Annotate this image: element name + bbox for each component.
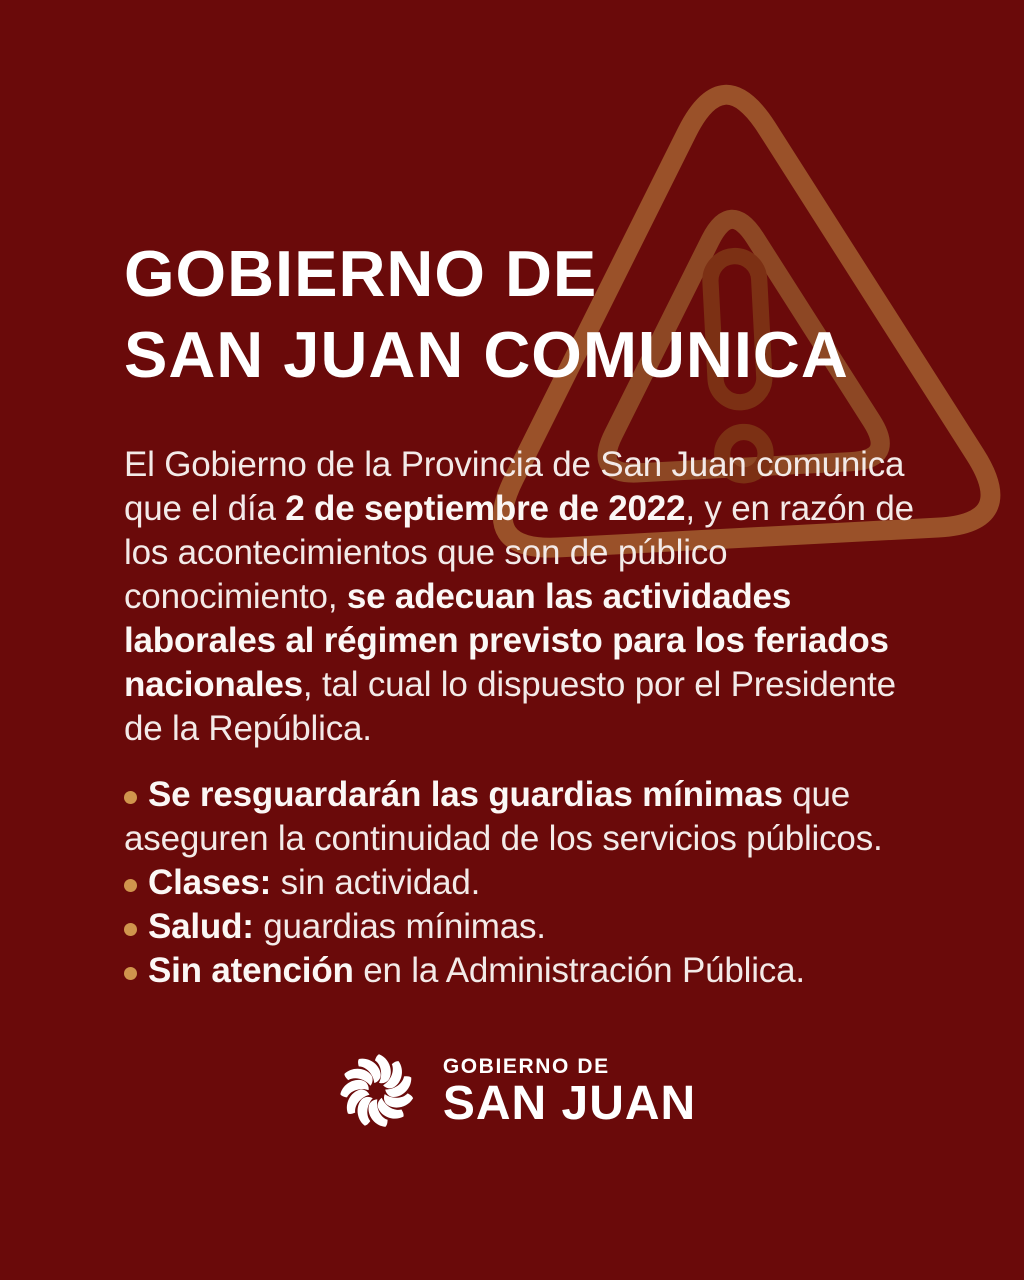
announcement-bullet-list (124, 773, 926, 993)
page-title (124, 233, 926, 395)
bullet-text: Salud: guardias mínimas. (148, 907, 546, 946)
bullet-item-clases (124, 861, 926, 905)
logo-bottom-label: SAN JUAN (442, 1076, 697, 1130)
bullet-dot-icon (124, 967, 137, 980)
bullet-text: Clases: sin actividad. (148, 863, 481, 902)
page-title-line1: GOBIERNO DE (124, 237, 598, 310)
bullet-item-atencion (124, 949, 926, 993)
pinwheel-petals (338, 1053, 416, 1131)
announcement-paragraph: El Gobierno de la Provincia de San Juan comunica que el día 2 de septiembre de 2022, y en razón de los acontecimientos que son de público conocimiento, se adecuan las actividades laborales al régimen previsto para los feriados nacionales, tal cual lo dispuesto por el Presidente de la República. (124, 445, 914, 748)
page-title-line2: SAN JUAN COMUNICA (124, 318, 849, 391)
bullet-dot-icon (124, 923, 137, 936)
bullet-dot-icon (124, 791, 137, 804)
bullet-text: Sin atención en la Administración Pública. (148, 951, 805, 990)
logo-top-label: GOBIERNO DE (442, 1054, 610, 1078)
logo-wordmark (443, 1055, 696, 1128)
bullet-dot-icon (124, 879, 137, 892)
bullet-item-salud (124, 905, 926, 949)
san-juan-government-logo (0, 1042, 1024, 1140)
pinwheel-sun-icon (328, 1042, 426, 1140)
announcement-content (124, 233, 926, 993)
bullet-text: Se resguardarán las guardias mínimas que aseguren la continuidad de los servicios públicos. (124, 775, 883, 858)
bullet-item-guardias (124, 773, 926, 861)
